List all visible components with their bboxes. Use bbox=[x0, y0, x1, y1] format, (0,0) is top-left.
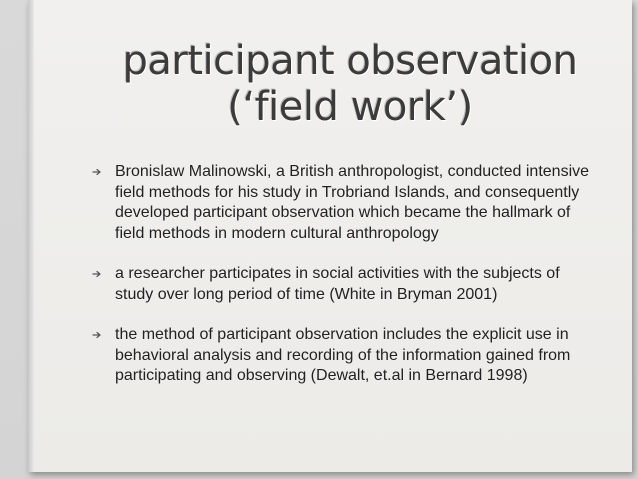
hand-drawn-arrow-icon bbox=[92, 168, 102, 176]
bullet-item bbox=[92, 325, 592, 387]
page-binding-edge bbox=[28, 0, 34, 472]
bullet-text: the method of participant observation includes the explicit use in behavioral analysis and recording of the information gained from participating and observing (Dewalt, et.al in Bernard 1998) bbox=[115, 326, 571, 384]
title-line-1: participant observation bbox=[122, 38, 578, 84]
title-line-2: (‘field work’) bbox=[227, 84, 473, 130]
slide-title bbox=[70, 38, 630, 130]
bullet-text: a researcher participates in social activities with the subjects of study over long period of time (White in Bryman 2001) bbox=[115, 265, 560, 303]
hand-drawn-arrow-icon bbox=[92, 331, 102, 339]
bullet-text: Bronislaw Malinowski, a British anthropologist, conducted intensive field methods for his study in Trobriand Islands, and consequently developed participant observation which became the hallmark of field methods in modern cultural anthropology bbox=[115, 163, 590, 242]
bullet-item bbox=[92, 162, 592, 244]
bullet-item bbox=[92, 264, 592, 305]
bullet-list bbox=[92, 162, 592, 407]
hand-drawn-arrow-icon bbox=[92, 270, 102, 278]
